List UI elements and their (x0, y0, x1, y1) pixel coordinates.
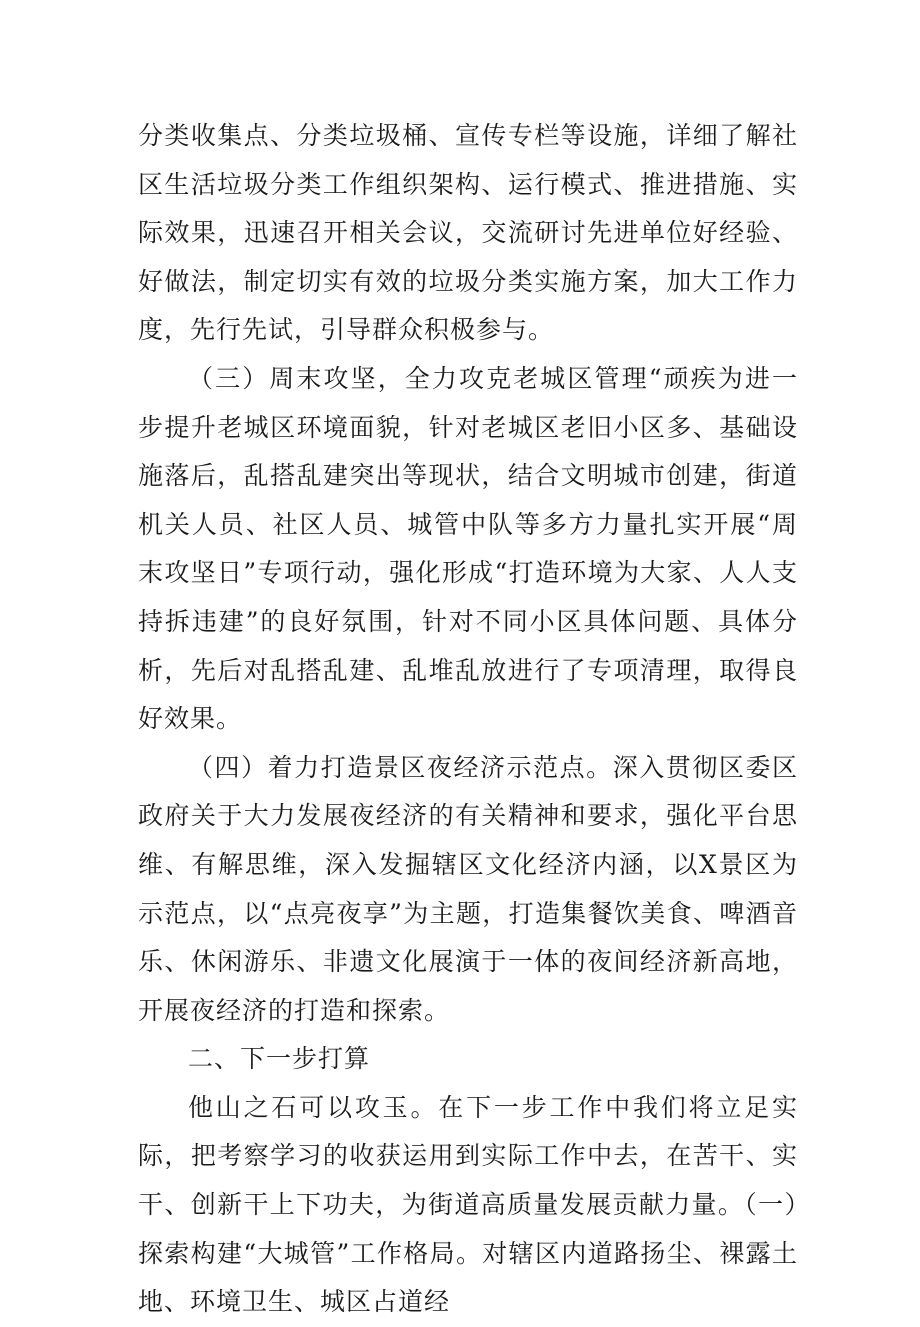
document-body (138, 112, 798, 1327)
paragraph-2: （三）周末攻坚，全力攻克老城区管理“顽疾为进一步提升老城区环境面貌，针对老城区老旧小区多、基础设施落后，乱搭乱建突出等现状，结合文明城市创建，街道机关人员、社区人员、城管中队等多方力量扎实开展“周末攻坚日”专项行动，强化形成“打造环境为大家、人人支持拆违建”的良好氛围，针对不同小区具体问题、具体分析，先后对乱搭乱建、乱堆乱放进行了专项清理，取得良好效果。 (138, 363, 798, 734)
paragraph-4: 他山之石可以攻玉。在下一步工作中我们将立足实际，把考察学习的收获运用到实际工作中去，在苦干、实干、创新干上下功夫，为街道高质量发展贡献力量。（一）探索构建“大城管”工作格局。对辖区内道路扬尘、裸露土地、环境卫生、城区占道经 (138, 1092, 798, 1317)
section-heading: 二、下一步打算 (188, 1044, 371, 1074)
paragraph-3: （四）着力打造景区夜经济示范点。深入贯彻区委区政府关于大力发展夜经济的有关精神和要求，强化平台思维、有解思维，深入发掘辖区文化经济内涵，以X景区为示范点，以“点亮夜享”为主题，打造集餐饮美食、啤酒音乐、休闲游乐、非遗文化展演于一体的夜间经济新高地，开展夜经济的打造和探索。 (138, 752, 798, 1025)
paragraph-1: 分类收集点、分类垃圾桶、宣传专栏等设施，详细了解社区生活垃圾分类工作组织架构、运行模式、推进措施、实际效果，迅速召开相关会议，交流研讨先进单位好经验、好做法，制定切实有效的垃圾分类实施方案，加大工作力度，先行先试，引导群众积极参与。 (138, 121, 798, 345)
